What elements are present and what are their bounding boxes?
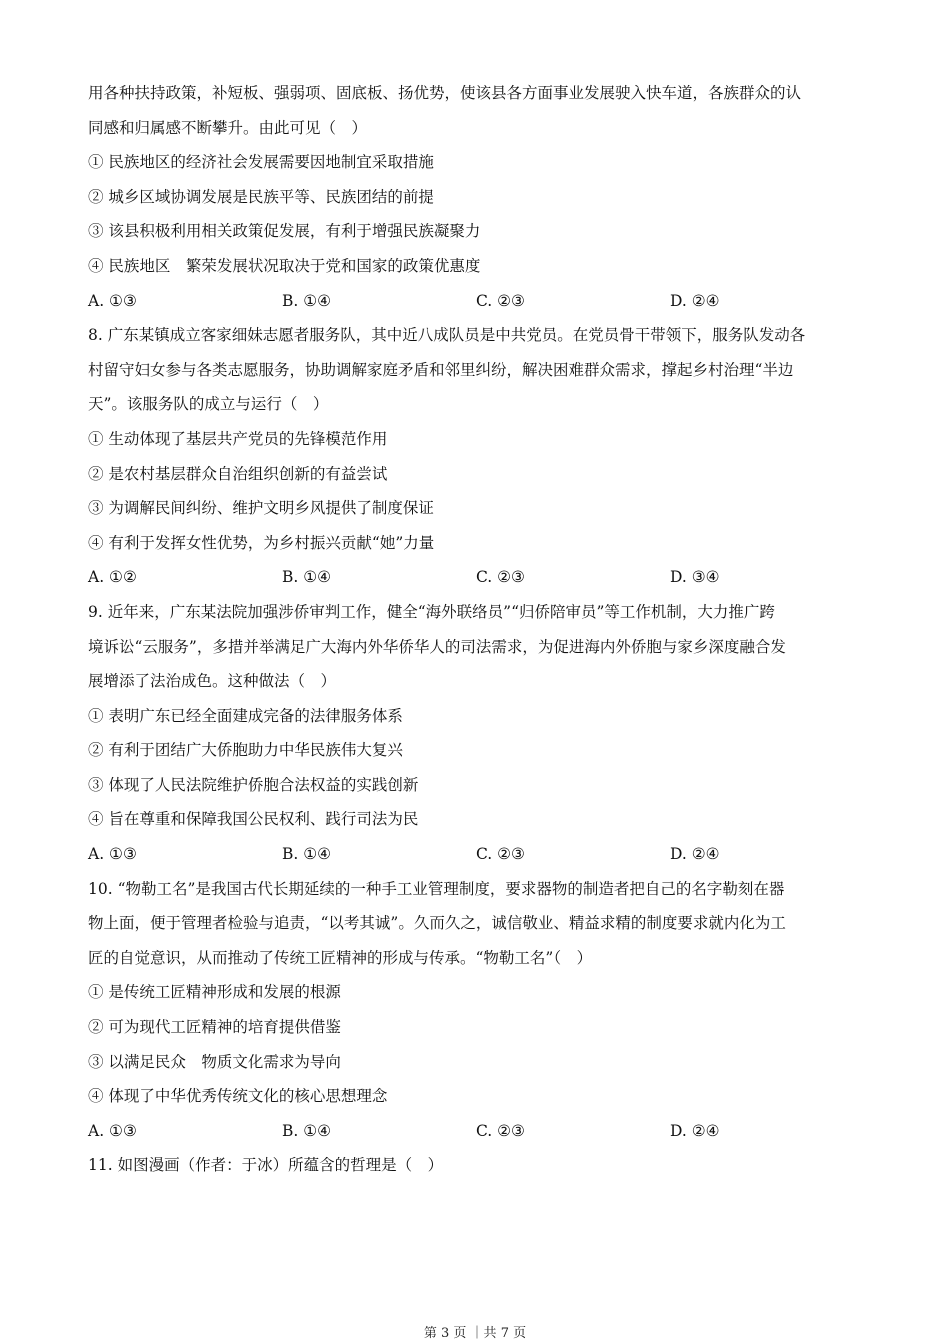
question-stem: 11. 如图漫画（作者：于冰）所蕴含的哲理是（ ） <box>88 1156 444 1175</box>
page-content <box>88 76 863 1183</box>
question-stem: 境诉讼“云服务”，多措并举满足广大海内外华侨华人的司法需求，为促进海内外侨胞与家乡深度融合发 <box>88 637 786 656</box>
statement-item: ④ 体现了中华优秀传统文化的核心思想理念 <box>88 1087 388 1106</box>
statement-item: ② 城乡区域协调发展是民族平等、民族团结的前提 <box>88 187 434 206</box>
option-a: A. ①③ <box>88 845 137 864</box>
statement-item: ④ 旨在尊重和保障我国公民权利、践行司法为民 <box>88 810 419 829</box>
statement-item: ① 表明广东已经全面建成完备的法律服务体系 <box>88 706 403 725</box>
question-stem: 村留守妇女参与各类志愿服务，协助调解家庭矛盾和邻里纠纷，解决困难群众需求，撑起乡村治理“半边 <box>88 360 794 379</box>
option-b: B. ①④ <box>282 568 332 587</box>
statement-item: ② 是农村基层群众自治组织创新的有益尝试 <box>88 464 388 483</box>
answer-options <box>88 837 863 872</box>
answer-options <box>88 1114 863 1149</box>
answer-options <box>88 284 863 319</box>
page-footer: 第 3 页 ｜共 7 页 <box>423 1326 527 1341</box>
statement-item: ① 是传统工匠精神形成和发展的根源 <box>88 983 341 1002</box>
option-d: D. ②④ <box>670 845 720 864</box>
statement-item: ① 生动体现了基层共产党员的先锋模范作用 <box>88 429 388 448</box>
stem-line: 用各种扶持政策，补短板、强弱项、固底板、扬优势，使该县各方面事业发展驶入快车道，各族群众的认 <box>88 84 802 102</box>
option-a: A. ①③ <box>88 1121 137 1140</box>
statement-item: ③ 该县积极利用相关政策促发展，有利于增强民族凝聚力 <box>88 222 481 241</box>
statement-item: ④ 民族地区 繁荣发展状况取决于党和国家的政策优惠度 <box>88 256 481 275</box>
option-b: B. ①④ <box>282 1121 332 1140</box>
statement-item: ② 有利于团结广大侨胞助力中华民族伟大复兴 <box>88 741 403 760</box>
option-b: B. ①④ <box>282 845 332 864</box>
statement-item: ④ 有利于发挥女性优势，为乡村振兴贡献“她”力量 <box>88 533 435 552</box>
question-stem: 9. 近年来，广东某法院加强涉侨审判工作，健全“海外联络员”“归侨陪审员”等工作机制，大力推广跨 <box>88 602 775 621</box>
option-c: C. ②③ <box>476 1121 525 1140</box>
question-stem: 8. 广东某镇成立客家细妹志愿者服务队，其中近八成队员是中共党员。在党员骨干带领下，服务队发动各 <box>88 326 806 345</box>
option-d: D. ②④ <box>670 1121 720 1140</box>
option-d: D. ③④ <box>670 568 720 587</box>
stem-line: 同感和归属感不断攀升。由此可见（ ） <box>88 118 368 137</box>
option-a: A. ①② <box>88 568 137 587</box>
option-c: C. ②③ <box>476 568 525 587</box>
statement-item: ③ 为调解民间纠纷、维护文明乡风提供了制度保证 <box>88 499 434 518</box>
option-a: A. ①③ <box>88 291 137 310</box>
statement-item: ② 可为现代工匠精神的培育提供借鉴 <box>88 1018 341 1037</box>
option-c: C. ②③ <box>476 291 525 310</box>
statement-item: ① 民族地区的经济社会发展需要因地制宜采取措施 <box>88 153 434 172</box>
statement-item: ③ 以满足民众 物质文化需求为导向 <box>88 1052 341 1071</box>
question-stem: 物上面，便于管理者检验与追责，“以考其诚”。久而久之，诚信敬业、精益求精的制度要求就内化为工 <box>88 914 786 933</box>
option-b: B. ①④ <box>282 291 332 310</box>
statement-item: ③ 体现了人民法院维护侨胞合法权益的实践创新 <box>88 775 419 794</box>
option-d: D. ②④ <box>670 291 720 310</box>
question-stem: 展增添了法治成色。这种做法（ ） <box>88 672 337 691</box>
answer-options <box>88 560 863 595</box>
question-stem: 匠的自觉意识，从而推动了传统工匠精神的形成与传承。“物勒工名”（ ） <box>88 948 593 967</box>
option-c: C. ②③ <box>476 845 525 864</box>
question-stem: 10. “物勒工名”是我国古代长期延续的一种手工业管理制度，要求器物的制造者把自己的名字勒刻在器 <box>88 879 785 898</box>
question-stem: 天”。该服务队的成立与运行（ ） <box>88 395 329 414</box>
